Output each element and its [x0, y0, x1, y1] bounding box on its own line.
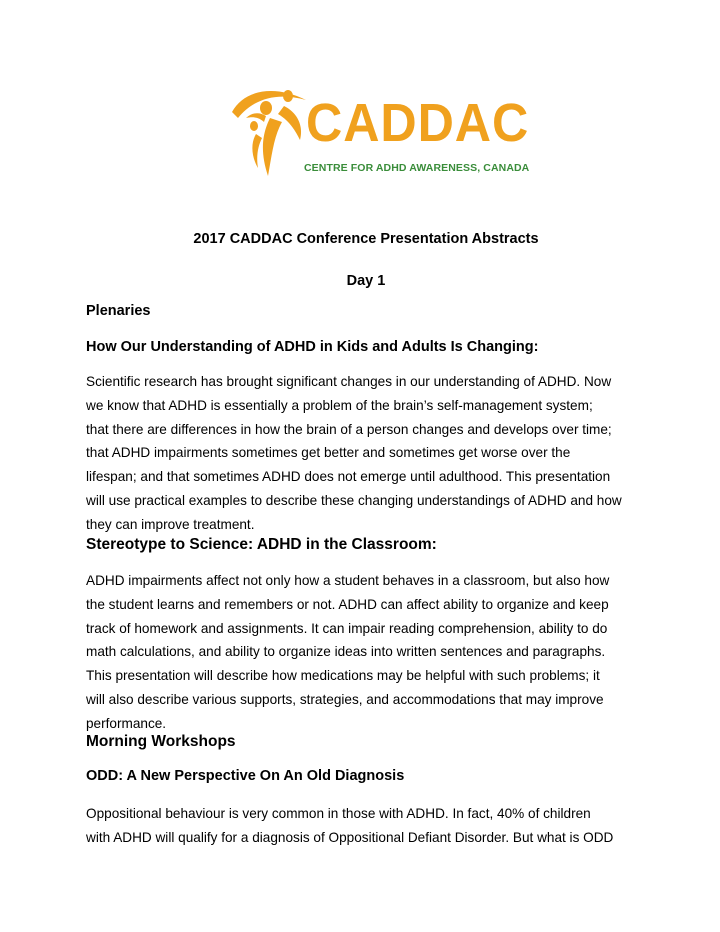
caddac-logo — [226, 78, 530, 178]
day-label: Day 1 — [346, 273, 386, 289]
paragraph-line: will also describe various supports, strategies, and accommodations that may improve — [86, 691, 604, 707]
plenary2-abstract — [86, 569, 646, 736]
paragraph-line: that ADHD impairments sometimes get better and sometimes get worse over the — [86, 445, 571, 461]
logo-tagline: CENTRE FOR ADHD AWARENESS, CANADA — [304, 162, 530, 174]
paragraph-line: Oppositional behaviour is very common in those with ADHD. In fact, 40% of children — [86, 806, 591, 821]
paragraph-line: track of homework and assignments. It can impair reading comprehension, ability to do — [86, 620, 608, 636]
workshop1-heading: ODD: A New Perspective On An Old Diagnosis — [86, 768, 405, 784]
paragraph-line: they can improve treatment. — [86, 516, 255, 532]
section-morning-workshops: Morning Workshops — [86, 733, 236, 750]
paragraph-line: with ADHD will qualify for a diagnosis of Oppositional Defiant Disorder. But what is ODD — [86, 829, 614, 845]
paragraph-line: ADHD impairments affect not only how a student behaves in a classroom, but also how — [86, 573, 610, 588]
paragraph-line: performance. — [86, 715, 167, 731]
paragraph-line: the student learns and remembers or not. ADHD can affect ability to organize and keep — [86, 596, 609, 612]
plenary2-heading: Stereotype to Science: ADHD in the Classroom: — [86, 536, 437, 553]
paragraph-line: lifespan; and that sometimes ADHD does not emerge until adulthood. This presentation — [86, 469, 611, 485]
paragraph-line: that there are differences in how the brain of a person changes and develops over time; — [86, 421, 612, 437]
logo-wordmark: CADDAC — [306, 93, 530, 153]
paragraph-line: math calculations, and ability to organize ideas into written sentences and paragraphs. — [86, 644, 606, 660]
paragraph-line: This presentation will describe how medications may be helpful with such problems; it — [86, 668, 600, 684]
paragraph-line: Scientific research has brought significant changes in our understanding of ADHD. Now — [86, 374, 612, 389]
document-title: 2017 CADDAC Conference Presentation Abstracts — [193, 231, 539, 247]
workshop1-abstract — [86, 802, 646, 850]
section-plenaries: Plenaries — [86, 303, 151, 319]
plenary1-heading: How Our Understanding of ADHD in Kids and Adults Is Changing: — [86, 339, 539, 355]
plenary1-abstract — [86, 370, 646, 537]
caddac-figures-icon — [226, 78, 316, 178]
paragraph-line: we know that ADHD is essentially a problem of the brain’s self-management system; — [86, 397, 593, 413]
paragraph-line: will use practical examples to describe these changing understandings of ADHD and how — [86, 492, 622, 508]
